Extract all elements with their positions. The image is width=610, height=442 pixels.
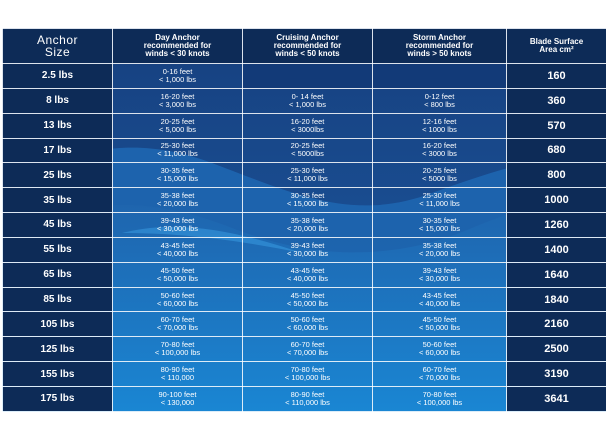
anchor-sizing-table — [2, 28, 606, 412]
cruising-boat-weight: < 40,000 lbs — [286, 273, 329, 283]
storm-boat-length: 39-43 feet — [422, 265, 457, 275]
storm-anchor-cell — [373, 237, 507, 262]
storm-boat-weight: < 15,000 lbs — [418, 223, 461, 233]
storm-boat-length: 30-35 feet — [422, 215, 457, 225]
storm-boat-weight: < 800 lbs — [424, 99, 455, 109]
day-boat-length: 45-50 feet — [160, 265, 195, 275]
day-anchor-cell — [113, 138, 243, 163]
storm-boat-weight: < 100,000 lbs — [416, 397, 463, 407]
cruising-boat-length: 60-70 feet — [290, 340, 325, 350]
cruising-anchor-cell — [243, 262, 373, 287]
cruising-boat-length: 30-35 feet — [290, 191, 325, 201]
anchor-size-cell: 125 lbs — [3, 337, 113, 362]
cruising-boat-length: 20-25 feet — [290, 141, 325, 151]
cruising-boat-weight: < 100,000 lbs — [284, 373, 331, 383]
storm-boat-length: 25-30 feet — [422, 191, 457, 201]
storm-anchor-cell — [373, 287, 507, 312]
storm-boat-weight: < 3000 lbs — [422, 149, 457, 159]
day-anchor-cell — [113, 188, 243, 213]
storm-boat-weight: < 40,000 lbs — [418, 298, 461, 308]
day-boat-length: 80-90 feet — [160, 365, 195, 375]
cruising-anchor-cell — [243, 386, 373, 411]
day-boat-weight: < 5,000 lbs — [159, 124, 196, 134]
cruising-boat-weight: < 3000lbs — [291, 124, 324, 134]
day-boat-weight: < 3,000 lbs — [159, 99, 196, 109]
header-cruising-anchor: Cruising Anchor recommended for winds < 50 knots — [243, 29, 373, 64]
storm-boat-length: 0-12 feet — [424, 91, 455, 101]
day-boat-weight: < 15,000 lbs — [156, 174, 199, 184]
cruising-boat-length: 80-90 feet — [290, 389, 325, 399]
day-boat-weight: < 100,000 lbs — [154, 348, 201, 358]
storm-anchor-cell — [373, 188, 507, 213]
day-anchor-cell — [113, 213, 243, 238]
storm-anchor-cell — [373, 362, 507, 387]
storm-anchor-cell — [373, 163, 507, 188]
table-row — [3, 237, 607, 262]
cruising-anchor-cell — [243, 362, 373, 387]
blade-area-cell: 3190 — [507, 362, 607, 387]
cruising-boat-weight: < 60,000 lbs — [286, 323, 329, 333]
day-boat-weight: < 130,000 — [160, 397, 195, 407]
blade-area-cell: 3641 — [507, 386, 607, 411]
blade-area-cell: 1400 — [507, 237, 607, 262]
cruising-anchor-cell — [243, 88, 373, 113]
day-boat-length: 20-25 feet — [160, 116, 195, 126]
day-anchor-cell — [113, 237, 243, 262]
cruising-anchor-cell — [243, 113, 373, 138]
storm-boat-length: 60-70 feet — [422, 365, 457, 375]
day-boat-weight: < 11,000 lbs — [157, 149, 198, 159]
cruising-boat-length: 70-80 feet — [290, 365, 325, 375]
day-anchor-cell — [113, 287, 243, 312]
cruising-anchor-cell — [243, 237, 373, 262]
storm-boat-weight: < 11,000 lbs — [419, 199, 460, 209]
blade-area-cell: 1000 — [507, 188, 607, 213]
storm-anchor-cell — [373, 64, 507, 89]
day-boat-length: 43-45 feet — [160, 240, 195, 250]
day-anchor-cell — [113, 262, 243, 287]
storm-anchor-cell — [373, 213, 507, 238]
storm-boat-weight: < 60,000 lbs — [418, 348, 461, 358]
header-storm-anchor: Storm Anchor recommended for winds > 50 knots — [373, 29, 507, 64]
cruising-boat-length: 0- 14 feet — [291, 91, 324, 101]
table-row — [3, 163, 607, 188]
cruising-boat-weight: < 30,000 lbs — [286, 248, 329, 258]
cruising-boat-length: 16-20 feet — [290, 116, 325, 126]
day-boat-length: 39-43 feet — [160, 215, 195, 225]
anchor-size-cell: 45 lbs — [3, 213, 113, 238]
cruising-boat-length: 25-30 feet — [290, 166, 325, 176]
cruising-anchor-cell — [243, 188, 373, 213]
blade-area-cell: 1840 — [507, 287, 607, 312]
cruising-boat-length: 45-50 feet — [290, 290, 325, 300]
storm-anchor-cell — [373, 386, 507, 411]
day-anchor-cell — [113, 362, 243, 387]
cruising-anchor-cell — [243, 312, 373, 337]
cruising-anchor-cell — [243, 337, 373, 362]
storm-boat-length: 12-16 feet — [422, 116, 457, 126]
table-row — [3, 88, 607, 113]
table-row — [3, 312, 607, 337]
cruising-anchor-cell — [243, 64, 373, 89]
anchor-size-cell: 105 lbs — [3, 312, 113, 337]
blade-area-cell: 160 — [507, 64, 607, 89]
cruising-boat-weight: < 5000lbs — [291, 149, 324, 159]
cruising-anchor-cell — [243, 287, 373, 312]
storm-boat-length: 35-38 feet — [422, 240, 457, 250]
cruising-boat-length: 39-43 feet — [290, 240, 325, 250]
day-boat-length: 70-80 feet — [160, 340, 195, 350]
blade-area-cell: 2160 — [507, 312, 607, 337]
day-boat-weight: < 60,000 lbs — [156, 298, 199, 308]
table-row — [3, 138, 607, 163]
anchor-size-cell: 2.5 lbs — [3, 64, 113, 89]
table-row — [3, 337, 607, 362]
day-boat-weight: < 70,000 lbs — [156, 323, 199, 333]
table-row — [3, 188, 607, 213]
day-boat-length: 50-60 feet — [160, 290, 195, 300]
storm-boat-weight: < 20,000 lbs — [418, 248, 461, 258]
storm-boat-weight: < 1000 lbs — [422, 124, 457, 134]
cruising-boat-weight: < 15,000 lbs — [286, 199, 329, 209]
cruising-boat-weight: < 20,000 lbs — [286, 223, 329, 233]
day-anchor-cell — [113, 88, 243, 113]
storm-anchor-cell — [373, 88, 507, 113]
storm-boat-length: 43-45 feet — [422, 290, 457, 300]
day-anchor-cell — [113, 163, 243, 188]
day-anchor-cell — [113, 64, 243, 89]
cruising-anchor-cell — [243, 138, 373, 163]
storm-boat-length: 45-50 feet — [422, 315, 457, 325]
storm-boat-weight: < 50,000 lbs — [418, 323, 461, 333]
blade-area-cell: 360 — [507, 88, 607, 113]
day-boat-weight: < 50,000 lbs — [156, 273, 199, 283]
day-boat-length: 16-20 feet — [160, 91, 195, 101]
anchor-size-cell: 17 lbs — [3, 138, 113, 163]
storm-anchor-cell — [373, 113, 507, 138]
storm-anchor-cell — [373, 262, 507, 287]
table-row — [3, 262, 607, 287]
cruising-boat-length: 35-38 feet — [290, 215, 325, 225]
table-row — [3, 113, 607, 138]
day-boat-length: 35-38 feet — [160, 191, 195, 201]
cruising-boat-weight: < 110,000 lbs — [285, 397, 330, 407]
blade-area-cell: 2500 — [507, 337, 607, 362]
anchor-size-cell: 65 lbs — [3, 262, 113, 287]
storm-boat-weight: < 70,000 lbs — [418, 373, 461, 383]
anchor-size-cell: 25 lbs — [3, 163, 113, 188]
day-boat-length: 30-35 feet — [160, 166, 195, 176]
anchor-size-cell: 13 lbs — [3, 113, 113, 138]
day-boat-weight: < 20,000 lbs — [156, 199, 199, 209]
header-row — [3, 29, 607, 64]
table-row — [3, 64, 607, 89]
storm-anchor-cell — [373, 312, 507, 337]
day-boat-weight: < 40,000 lbs — [156, 248, 199, 258]
cruising-boat-length: 43-45 feet — [290, 265, 325, 275]
cruising-boat-weight: < 50,000 lbs — [286, 298, 329, 308]
table-row — [3, 287, 607, 312]
cruising-boat-weight: < 1,000 lbs — [289, 99, 326, 109]
blade-area-cell: 680 — [507, 138, 607, 163]
day-anchor-cell — [113, 113, 243, 138]
storm-anchor-cell — [373, 337, 507, 362]
cruising-boat-length: 50-60 feet — [290, 315, 325, 325]
table-row — [3, 213, 607, 238]
day-anchor-cell — [113, 337, 243, 362]
storm-boat-weight: < 5000 lbs — [422, 174, 457, 184]
table-row — [3, 386, 607, 411]
header-day-anchor: Day Anchor recommended for winds < 30 knots — [113, 29, 243, 64]
day-boat-weight: < 110,000 — [160, 373, 195, 383]
day-boat-weight: < 1,000 lbs — [159, 74, 196, 84]
table-body — [3, 64, 607, 412]
blade-area-cell: 800 — [507, 163, 607, 188]
storm-boat-length: 16-20 feet — [422, 141, 457, 151]
blade-area-cell: 570 — [507, 113, 607, 138]
anchor-size-cell: 8 lbs — [3, 88, 113, 113]
cruising-boat-weight: < 70,000 lbs — [286, 348, 329, 358]
storm-anchor-cell — [373, 138, 507, 163]
day-boat-length: 0-16 feet — [162, 66, 193, 76]
day-boat-length: 60-70 feet — [160, 315, 195, 325]
sizing-grid — [2, 28, 606, 412]
day-boat-length: 90-100 feet — [158, 389, 197, 399]
storm-boat-length: 20-25 feet — [422, 166, 457, 176]
header-anchor-size: Anchor Size — [3, 29, 113, 64]
anchor-size-cell: 155 lbs — [3, 362, 113, 387]
anchor-size-cell: 55 lbs — [3, 237, 113, 262]
cruising-boat-weight: < 11,000 lbs — [287, 174, 328, 184]
anchor-size-cell: 35 lbs — [3, 188, 113, 213]
storm-boat-length: 50-60 feet — [422, 340, 457, 350]
day-anchor-cell — [113, 386, 243, 411]
anchor-size-cell: 175 lbs — [3, 386, 113, 411]
table-row — [3, 362, 607, 387]
day-anchor-cell — [113, 312, 243, 337]
cruising-anchor-cell — [243, 163, 373, 188]
day-boat-weight: < 30,000 lbs — [156, 223, 199, 233]
cruising-anchor-cell — [243, 213, 373, 238]
day-boat-length: 25-30 feet — [160, 141, 195, 151]
blade-area-cell: 1260 — [507, 213, 607, 238]
blade-area-cell: 1640 — [507, 262, 607, 287]
storm-boat-weight: < 30,000 lbs — [418, 273, 461, 283]
header-blade-area: Blade Surface Area cm² — [507, 29, 607, 64]
storm-boat-length: 70-80 feet — [422, 389, 457, 399]
anchor-size-cell: 85 lbs — [3, 287, 113, 312]
